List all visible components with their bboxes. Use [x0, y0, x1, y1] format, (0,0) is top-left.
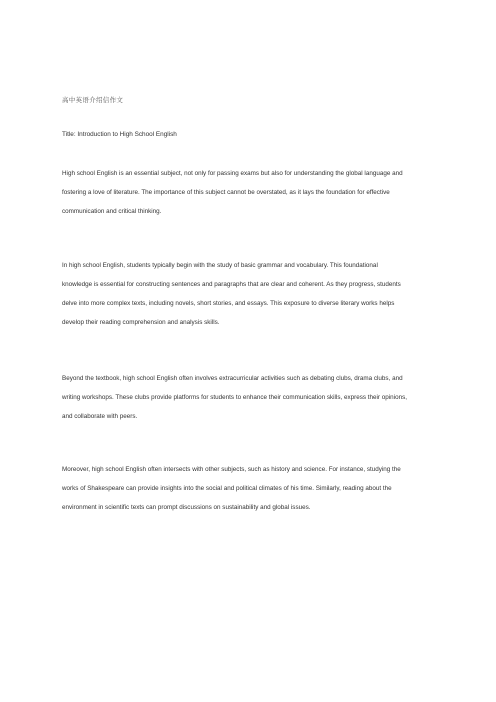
paragraph-line: Moreover, high school English often intersects with other subjects, such as history and science. For instance, studying the [62, 466, 401, 473]
paragraph-line: environment in scientific texts can prompt discussions on sustainability and global issues. [62, 504, 311, 511]
document-header: 高中英语介绍信作文 [62, 96, 124, 104]
paragraph-extracurricular [62, 375, 407, 432]
paragraph-interdisciplinary [62, 466, 401, 523]
paragraph-line: delve into more complex texts, including novels, short stories, and essays. This exposure to diverse literary works helps [62, 300, 395, 307]
paragraph-line: In high school English, students typically begin with the study of basic grammar and vocabulary. This foundational [62, 262, 378, 269]
paragraph-line: communication and critical thinking. [62, 208, 162, 215]
paragraph-intro [62, 170, 403, 227]
paragraph-line: works of Shakespeare can provide insights into the social and political climates of his time. Similarly, reading about the [62, 485, 392, 492]
paragraph-line: Beyond the textbook, high school English often involves extracurricular activities such as debating clubs, drama clubs, and [62, 375, 403, 382]
paragraph-line: knowledge is essential for constructing sentences and paragraphs that are clear and coherent. As they progress, students [62, 281, 401, 288]
paragraph-line: develop their reading comprehension and analysis skills. [62, 319, 220, 326]
paragraph-line: writing workshops. These clubs provide platforms for students to enhance their communication skills, express their opinions, [62, 394, 407, 401]
paragraph-line: High school English is an essential subject, not only for passing exams but also for understanding the global language and [62, 170, 403, 177]
paragraph-line: and collaborate with peers. [62, 413, 138, 420]
paragraph-grammar [62, 262, 401, 338]
document-title: Title: Introduction to High School English [62, 131, 177, 138]
paragraph-line: fostering a love of literature. The importance of this subject cannot be overstated, as it lays the foundation for effective [62, 189, 390, 196]
